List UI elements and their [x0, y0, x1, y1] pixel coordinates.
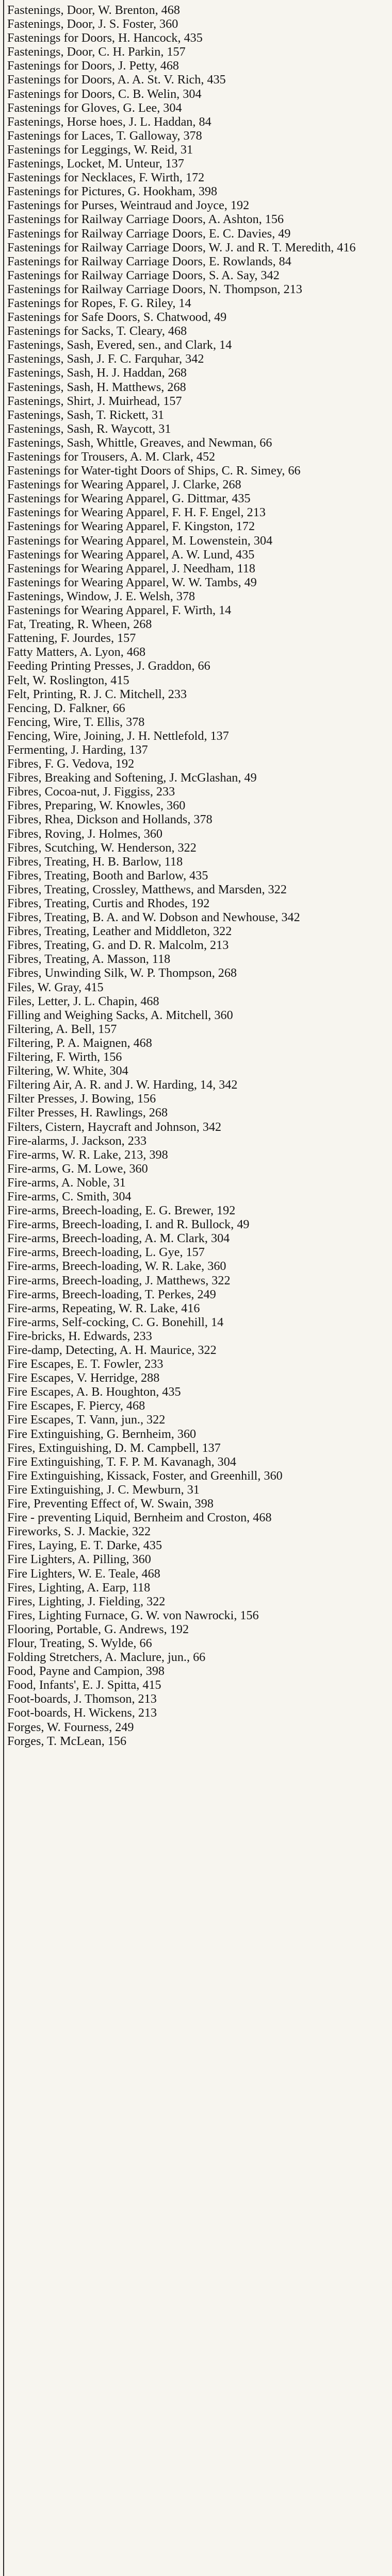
- index-entry: Food, Payne and Campion, 398: [7, 1664, 165, 1679]
- left-border-rule: [3, 0, 4, 2576]
- index-entry: Fat, Treating, R. Wheen, 268: [7, 617, 152, 632]
- index-entry: Forges, T. McLean, 156: [7, 1734, 127, 1748]
- index-entry: Fastenings, Sash, Whittle, Greaves, and Newman, 66: [7, 435, 272, 450]
- index-entry: Fibres, Treating, B. A. and W. Dobson and Newhouse, 342: [7, 910, 300, 925]
- index-entry: Fastenings, Horse hoes, J. L. Haddan, 84: [7, 114, 211, 129]
- index-entry: Fastenings for Wearing Apparel, F. Wirth, 14: [7, 603, 232, 618]
- index-entry: Felt, Printing, R. J. C. Mitchell, 233: [7, 687, 187, 701]
- index-entry: Folding Stretchers, A. Maclure, jun., 66: [7, 1650, 206, 1665]
- index-entry: Fire-arms, Breech-loading, T. Perkes, 249: [7, 1287, 216, 1301]
- index-entry: Fires, Lighting, J. Fielding, 322: [7, 1594, 166, 1608]
- index-entry: Fastenings for Doors, C. B. Welin, 304: [7, 87, 202, 101]
- index-entry: Fire-arms, Breech-loading, J. Matthews, 322: [7, 1273, 231, 1287]
- index-entry: Fastenings for Wearing Apparel, A. W. Lund, 435: [7, 547, 255, 562]
- index-entry: Fire Extinguishing, Kissack, Foster, and Greenhill, 360: [7, 1468, 283, 1483]
- index-entry: Fire Lighters, A. Pilling, 360: [7, 1552, 151, 1567]
- index-entry: Filtering, F. Wirth, 156: [7, 1050, 122, 1064]
- index-entry: Fastenings for Trousers, A. M. Clark, 452: [7, 450, 216, 464]
- index-entry: Flour, Treating, S. Wylde, 66: [7, 1636, 152, 1650]
- index-entry: Fires, Extinguishing, D. M. Campbell, 137: [7, 1440, 221, 1455]
- index-entry: Fastenings, Shirt, J. Muirhead, 157: [7, 394, 182, 408]
- index-entry: Fire-arms, C. Smith, 304: [7, 1189, 132, 1204]
- index-entry: Fibres, F. G. Vedova, 192: [7, 757, 135, 771]
- index-entry: Foot-boards, H. Wickens, 213: [7, 1706, 157, 1720]
- index-entry: Fastenings for Laces, T. Galloway, 378: [7, 128, 202, 143]
- index-entry: Fibres, Unwinding Silk, W. P. Thompson, 268: [7, 966, 237, 980]
- index-entry: Fastenings for Railway Carriage Doors, E. C. Davies, 49: [7, 226, 291, 241]
- index-entry: Fastenings for Wearing Apparel, W. W. Tambs, 49: [7, 575, 257, 589]
- index-entry: Fire Escapes, F. Piercy, 468: [7, 1399, 145, 1413]
- index-entry: Fire Extinguishing, J. C. Mewburn, 31: [7, 1482, 200, 1497]
- index-entry: Fastenings for Wearing Apparel, F. Kingston, 172: [7, 519, 255, 534]
- index-entry: Fire - preventing Liquid, Bernheim and Croston, 468: [7, 1511, 272, 1525]
- index-entry: Fibres, Treating, Crossley, Matthews, and Marsden, 322: [7, 882, 287, 896]
- index-entry: Files, W. Gray, 415: [7, 980, 104, 994]
- index-entry: Fibres, Treating, A. Masson, 118: [7, 952, 171, 967]
- index-entry: Fastenings for Ropes, F. G. Riley, 14: [7, 296, 191, 310]
- index-entry: Filtering, P. A. Maignen, 468: [7, 1036, 152, 1050]
- index-entry: Fire Escapes, E. T. Fowler, 233: [7, 1357, 164, 1371]
- index-entry: Fencing, Wire, Joining, J. H. Nettlefold, 137: [7, 728, 229, 743]
- index-entry: Fastenings for Pictures, G. Hookham, 398: [7, 184, 218, 199]
- index-entry: Fibres, Treating, Curtis and Rhodes, 192: [7, 896, 210, 910]
- index-entry: Fastenings, Sash, T. Rickett, 31: [7, 408, 165, 422]
- index-entry: Fires, Lighting Furnace, G. W. von Nawrocki, 156: [7, 1608, 259, 1622]
- index-entry: Files, Letter, J. L. Chapin, 468: [7, 994, 159, 1008]
- index-entry: Fastenings for Railway Carriage Doors, S. A. Say, 342: [7, 268, 280, 282]
- index-entry: Fastenings, Door, C. H. Parkin, 157: [7, 45, 186, 59]
- index-entry: Fastenings for Safe Doors, S. Chatwood, 49: [7, 310, 227, 325]
- index-entry: Fastenings for Railway Carriage Doors, W. J. and R. T. Meredith, 416: [7, 240, 356, 255]
- index-entry: Fastenings for Leggings, W. Reid, 31: [7, 142, 193, 157]
- index-entry: Fire-arms, A. Noble, 31: [7, 1175, 126, 1190]
- index-entry: Fibres, Treating, Leather and Middleton, 322: [7, 924, 232, 939]
- index-entry: Fatty Matters, A. Lyon, 468: [7, 645, 146, 659]
- index-entry: Fastenings, Door, J. S. Foster, 360: [7, 17, 178, 31]
- index-entry: Fireworks, S. J. Mackie, 322: [7, 1524, 151, 1539]
- index-entry: Fire Escapes, V. Herridge, 288: [7, 1371, 160, 1385]
- index-entry: Flooring, Portable, G. Andrews, 192: [7, 1622, 189, 1636]
- index-entry: Fire-arms, Breech-loading, L. Gye, 157: [7, 1245, 205, 1260]
- index-entry: Fire-alarms, J. Jackson, 233: [7, 1133, 147, 1148]
- index-entry: Filtering Air, A. R. and J. W. Harding, 14, 342: [7, 1078, 238, 1092]
- index-entry: Filter Presses, J. Bowing, 156: [7, 1092, 156, 1106]
- index-entry: Fermenting, J. Harding, 137: [7, 742, 148, 757]
- index-entry: Fastenings for Railway Carriage Doors, E. Rowlands, 84: [7, 254, 291, 268]
- index-entry: Fire Escapes, A. B. Houghton, 435: [7, 1385, 181, 1399]
- index-entry: Fibres, Scutching, W. Henderson, 322: [7, 840, 197, 855]
- index-entry: Fire-arms, Breech-loading, E. G. Brewer, 192: [7, 1204, 236, 1218]
- index-entry: Fibres, Treating, Booth and Barlow, 435: [7, 868, 208, 883]
- index-entry: Fastenings for Doors, A. A. St. V. Rich, 435: [7, 73, 226, 87]
- index-entry: Foot-boards, J. Thomson, 213: [7, 1692, 157, 1706]
- index-entry: Fastenings for Sacks, T. Cleary, 468: [7, 324, 187, 338]
- index-entry: Fastenings for Gloves, G. Lee, 304: [7, 100, 182, 115]
- index-entry: Filtering, A. Bell, 157: [7, 1022, 117, 1036]
- index-entry: Fire-arms, Repeating, W. R. Lake, 416: [7, 1301, 200, 1315]
- index-entry: Fastenings, Sash, H. Matthews, 268: [7, 380, 186, 394]
- index-entry: Fastenings, Sash, J. F. C. Farquhar, 342: [7, 352, 204, 366]
- index-entry: Fastenings, Sash, H. J. Haddan, 268: [7, 366, 187, 380]
- index-entry: Fibres, Breaking and Softening, J. McGlashan, 49: [7, 771, 257, 785]
- index-entry: Fastenings for Wearing Apparel, M. Lowenstein, 304: [7, 533, 273, 548]
- index-entry: Filter Presses, H. Rawlings, 268: [7, 1106, 168, 1120]
- index-entry: Fire-arms, W. R. Lake, 213, 398: [7, 1147, 168, 1162]
- index-entry: Filling and Weighing Sacks, A. Mitchell, 360: [7, 1008, 233, 1022]
- index-entry: Fibres, Cocoa-nut, J. Figgiss, 233: [7, 785, 175, 799]
- index-entry: Fastenings for Wearing Apparel, J. Clarke, 268: [7, 478, 241, 492]
- index-column: [7, 3, 387, 1748]
- index-entry: Fastenings for Water-tight Doors of Ships, C. R. Simey, 66: [7, 464, 301, 478]
- index-entry: Fastenings for Doors, H. Hancock, 435: [7, 31, 203, 45]
- index-entry: Fire-arms, Breech-loading, I. and R. Bullock, 49: [7, 1217, 250, 1232]
- index-entry: Filtering, W. White, 304: [7, 1064, 128, 1078]
- index-entry: Fire-arms, Breech-loading, W. R. Lake, 360: [7, 1259, 226, 1274]
- index-entry: Fire Lighters, W. E. Teale, 468: [7, 1566, 160, 1581]
- index-entry: Fastenings for Wearing Apparel, G. Dittmar, 435: [7, 492, 251, 506]
- index-entry: Forges, W. Fourness, 249: [7, 1720, 134, 1734]
- index-entry: Fibres, Treating, H. B. Barlow, 118: [7, 854, 183, 869]
- index-entry: Filters, Cistern, Haycraft and Johnson, 342: [7, 1120, 222, 1134]
- index-entry: Fibres, Rhea, Dickson and Hollands, 378: [7, 812, 213, 827]
- index-entry: Fire-damp, Detecting, A. H. Maurice, 322: [7, 1343, 217, 1357]
- index-entry: Fastenings for Wearing Apparel, J. Needham, 118: [7, 561, 256, 575]
- index-entry: Fastenings for Wearing Apparel, F. H. F. Engel, 213: [7, 505, 266, 520]
- index-entry: Fastenings, Locket, M. Unteur, 137: [7, 157, 184, 171]
- index-entry: Feeding Printing Presses, J. Graddon, 66: [7, 659, 210, 673]
- index-entry: Fastenings, Sash, R. Waycott, 31: [7, 421, 171, 436]
- index-entry: Fastenings for Necklaces, F. Wirth, 172: [7, 171, 205, 185]
- index-entry: Fire-arms, Self-cocking, C. G. Bonehill, 14: [7, 1315, 224, 1329]
- index-entry: Food, Infants', E. J. Spitta, 415: [7, 1678, 161, 1692]
- index-entry: Fastenings, Sash, Evered, sen., and Clark, 14: [7, 338, 232, 352]
- index-entry: Fires, Lighting, A. Earp, 118: [7, 1580, 151, 1595]
- index-entry: Fastenings for Railway Carriage Doors, A. Ashton, 156: [7, 212, 284, 227]
- index-entry: Fire-arms, Breech-loading, A. M. Clark, 304: [7, 1231, 230, 1246]
- index-entry: Felt, W. Roslington, 415: [7, 673, 129, 687]
- index-entry: Fibres, Preparing, W. Knowles, 360: [7, 799, 186, 813]
- index-entry: Fire Extinguishing, T. F. P. M. Kavanagh, 304: [7, 1454, 236, 1469]
- index-entry: Fencing, D. Falkner, 66: [7, 701, 125, 715]
- index-entry: Fastenings, Door, W. Brenton, 468: [7, 3, 180, 17]
- index-entry: Fibres, Treating, G. and D. R. Malcolm, 213: [7, 938, 229, 953]
- index-entry: Fastenings for Purses, Weintraud and Joyce, 192: [7, 198, 250, 213]
- index-entry: Fastenings for Doors, J. Petty, 468: [7, 59, 179, 73]
- index-entry: Fastenings, Window, J. E. Welsh, 378: [7, 589, 195, 603]
- index-entry: Fire-bricks, H. Edwards, 233: [7, 1329, 152, 1343]
- index-entry: Fibres, Roving, J. Holmes, 360: [7, 826, 163, 841]
- index-entry: Fire Escapes, T. Vann, jun., 322: [7, 1413, 166, 1427]
- index-entry: Fattening, F. Jourdes, 157: [7, 631, 136, 646]
- index-entry: Fire, Preventing Effect of, W. Swain, 398: [7, 1497, 214, 1511]
- index-entry: Fastenings for Railway Carriage Doors, N. Thompson, 213: [7, 282, 302, 296]
- index-entry: Fencing, Wire, T. Ellis, 378: [7, 715, 145, 729]
- index-entry: Fires, Laying, E. T. Darke, 435: [7, 1538, 162, 1553]
- index-entry: Fire-arms, G. M. Lowe, 360: [7, 1161, 148, 1176]
- index-entry: Fire Extinguishing, G. Bernheim, 360: [7, 1427, 197, 1441]
